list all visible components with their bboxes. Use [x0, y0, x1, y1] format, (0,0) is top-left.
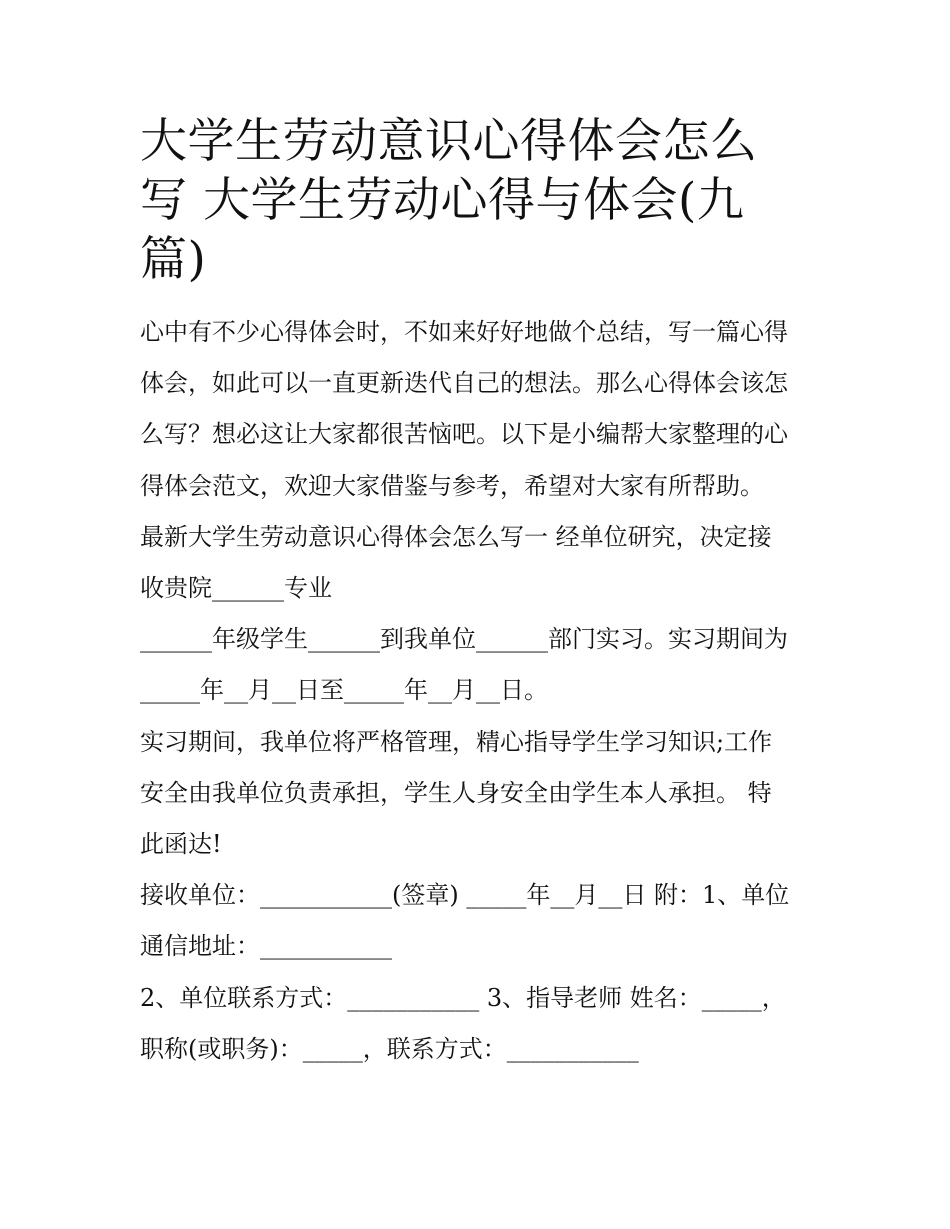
letter-paragraph-line: ______年级学生______到我单位______部门实习。实习期间为 [140, 625, 788, 654]
document-title [140, 112, 820, 289]
document-body [140, 307, 820, 1075]
title-line: 写 大学生劳动心得与体会(九 [140, 173, 745, 228]
signature-line: 接收单位：___________(签章) _____年__月__日 附：1、单位 [140, 881, 790, 910]
letter-paragraph-line: _____年__月__日至_____年__月__日。 [140, 676, 548, 705]
letter-paragraph-line: 收贵院______专业 [140, 574, 332, 603]
title-line: 大学生劳动意识心得体会怎么 [140, 114, 758, 169]
title-line: 篇) [140, 232, 207, 287]
document-page [140, 112, 820, 1075]
contact-line: 职称(或职务)：_____，联系方式：___________ [140, 1034, 639, 1063]
intro-paragraph-line: 么写？想必这让大家都很苦恼吧。以下是小编帮大家整理的心 [140, 420, 788, 449]
terms-paragraph-line: 此函达! [140, 830, 222, 859]
terms-paragraph-line: 实习期间，我单位将严格管理，精心指导学生学习知识;工作 [140, 727, 773, 756]
signature-line: 通信地址：___________ [140, 932, 392, 961]
intro-paragraph-line: 体会，如此可以一直更新迭代自己的想法。那么心得体会该怎 [140, 369, 788, 398]
letter-paragraph-line: 最新大学生劳动意识心得体会怎么写一 经单位研究，决定接 [140, 522, 772, 551]
terms-paragraph-line: 安全由我单位负责承担，学生人身安全由学生本人承担。 特 [140, 778, 772, 807]
contact-line: 2、单位联系方式：___________ 3、指导老师 姓名：_____， [140, 983, 786, 1012]
intro-paragraph-line: 心中有不少心得体会时，不如来好好地做个总结，写一篇心得 [140, 318, 788, 346]
intro-paragraph-line: 得体会范文，欢迎大家借鉴与参考，希望对大家有所帮助。 [140, 471, 764, 500]
